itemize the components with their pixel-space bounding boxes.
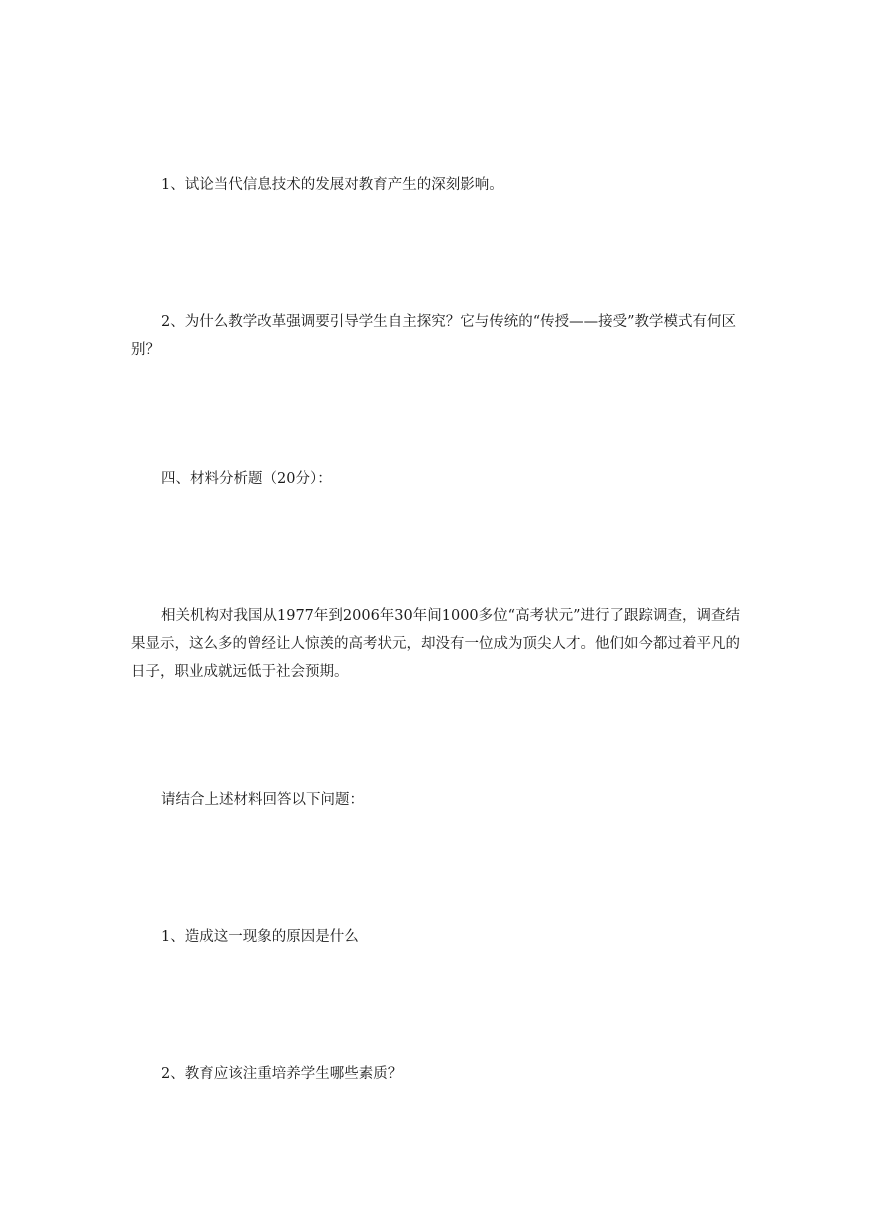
essay-question-2: 2、为什么教学改革强调要引导学生自主探究？它与传统的“传授——接受”教学模式有何区别？ — [131, 314, 737, 358]
material-question-2: 2、教育应该注重培养学生哪些素质？ — [161, 1066, 403, 1082]
material-prompt: 请结合上述材料回答以下问题： — [161, 792, 364, 808]
material-question-1: 1、造成这一现象的原因是什么 — [161, 929, 359, 945]
material-passage: 相关机构对我国从1977年到2006年30年间1000多位“高考状元”进行了跟踪调查，调查结果显示，这么多的曾经让人惊羡的高考状元，却没有一位成为顶尖人才。他们如今都过着平凡的日子，职业成就远低于社会预期。 — [131, 608, 740, 680]
essay-question-1: 1、试论当代信息技术的发展对教育产生的深刻影响。 — [161, 177, 504, 193]
section-heading-material-analysis: 四、材料分析题（20分）： — [161, 471, 332, 487]
